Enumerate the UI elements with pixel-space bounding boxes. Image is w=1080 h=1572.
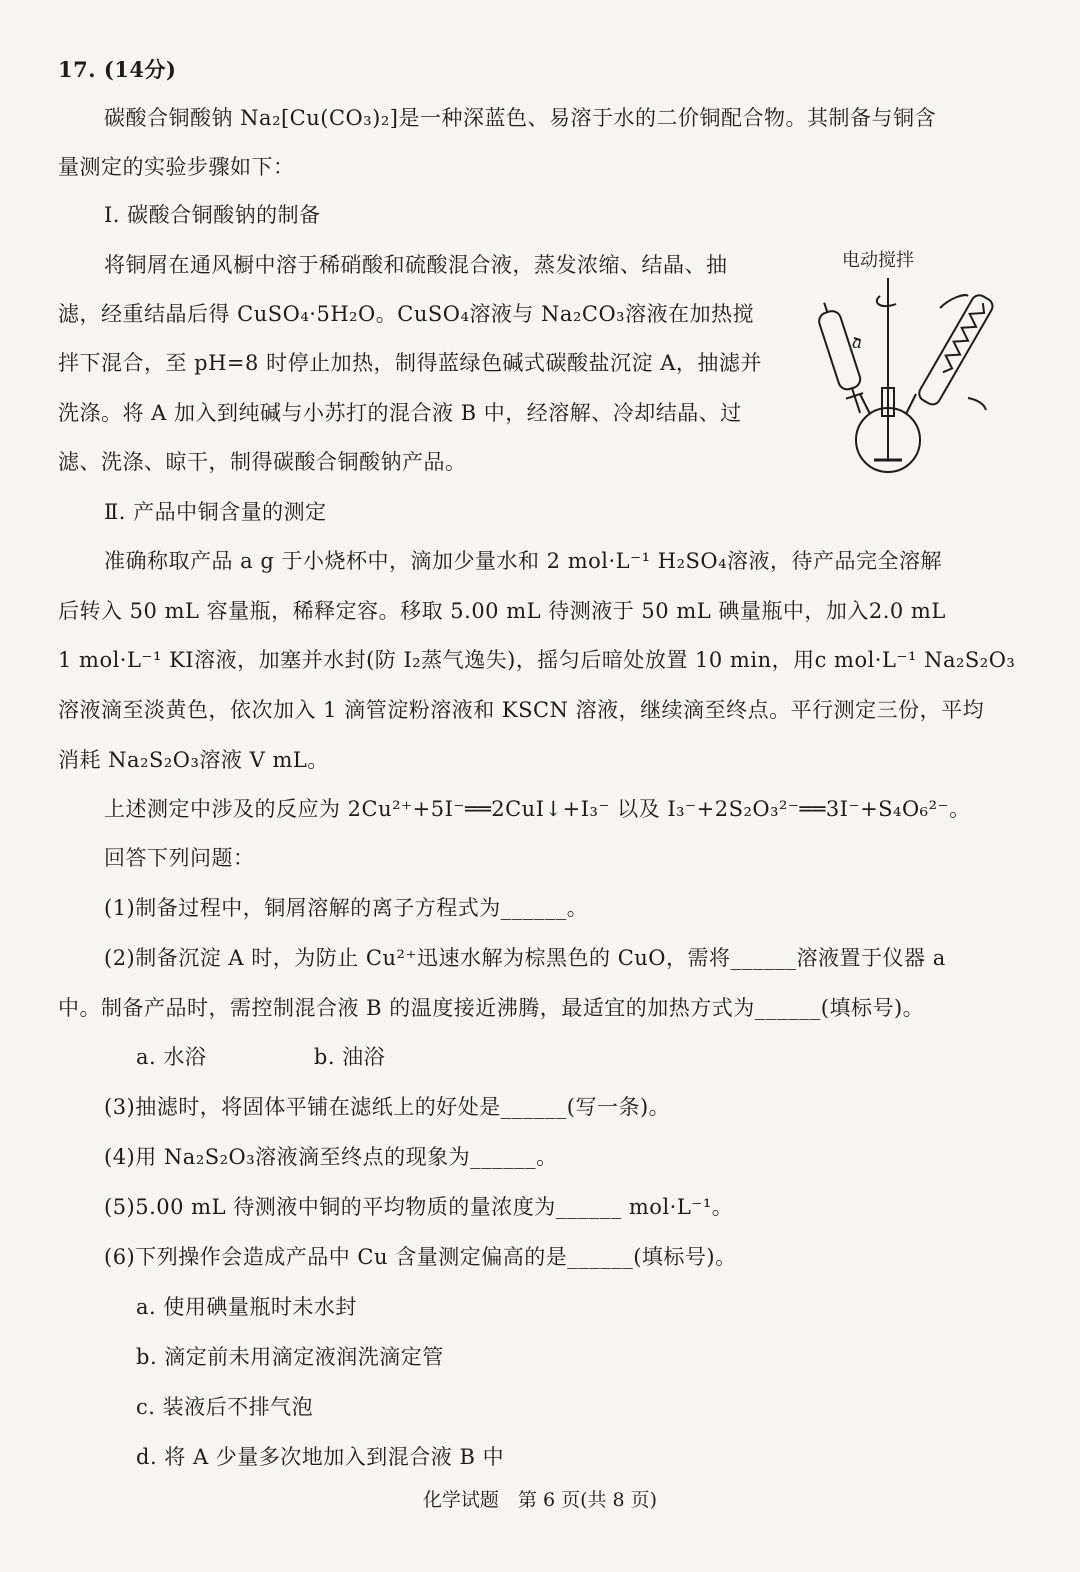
- part2-title: Ⅱ. 产品中铜含量的测定: [104, 500, 327, 524]
- condenser: [916, 292, 995, 407]
- option-6c: c. 装液后不排气泡: [136, 1395, 314, 1419]
- intro-line-1: 碳酸合铜酸钠 Na₂[Cu(CO₃)₂]是一种深蓝色、易溶于水的二价铜配合物。其制备与铜含: [104, 106, 936, 130]
- part1-line-4: 洗涤。将 A 加入到纯碱与小苏打的混合液 B 中，经溶解、冷却结晶、过: [58, 401, 742, 425]
- part1-line-3: 拌下混合，至 pH=8 时停止加热，制得蓝绿色碱式碳酸盐沉淀 A，抽滤并: [58, 351, 762, 375]
- option-6d: d. 将 A 少量多次地加入到混合液 B 中: [136, 1445, 505, 1469]
- part2-line-3: 1 mol·L⁻¹ KI溶液，加塞并水封(防 I₂蒸气逸失)，摇匀后暗处放置 10 min，用c mol·L⁻¹ Na₂S₂O₃: [58, 648, 1016, 672]
- part2-line-1: 准确称取产品 a g 于小烧杯中，滴加少量水和 2 mol·L⁻¹ H₂SO₄溶液，待产品完全溶解: [104, 549, 943, 573]
- figure-label-a: a: [852, 333, 863, 353]
- sub-question-2-line-1: (2)制备沉淀 A 时，为防止 Cu²⁺迅速水解为棕黑色的 CuO，需将______溶液置于仪器 a: [104, 946, 946, 970]
- sub-question-6: (6)下列操作会造成产品中 Cu 含量测定偏高的是______(填标号)。: [104, 1245, 737, 1269]
- sub-question-5: (5)5.00 mL 待测液中铜的平均物质的量浓度为______ mol·L⁻¹。: [104, 1195, 734, 1219]
- intro-line-2: 量测定的实验步骤如下：: [58, 155, 295, 179]
- part2-line-2: 后转入 50 mL 容量瓶，稀释定容。移取 5.00 mL 待测液于 50 mL 碘量瓶中，加入2.0 mL: [58, 599, 946, 623]
- sub-question-2-line-2: 中。制备产品时，需控制混合液 B 的温度接近沸腾，最适宜的加热方式为______(填标号)。: [58, 996, 925, 1020]
- option-6a: a. 使用碘量瓶时未水封: [136, 1295, 357, 1319]
- part1-line-2: 滤，经重结晶后得 CuSO₄·5H₂O。CuSO₄溶液与 Na₂CO₃溶液在加热搅: [58, 302, 755, 326]
- sub-question-4: (4)用 Na₂S₂O₃溶液滴至终点的现象为______。: [104, 1145, 558, 1169]
- sub-question-3: (3)抽滤时，将固体平铺在滤纸上的好处是______(写一条)。: [104, 1095, 671, 1119]
- rotation-arrow: [877, 296, 896, 306]
- sub-question-2-options: a. 水浴 b. 油浴: [136, 1045, 386, 1069]
- apparatus-figure: [800, 248, 1000, 478]
- sub-question-1: (1)制备过程中，铜屑溶解的离子方程式为______。: [104, 896, 589, 920]
- answer-prompt: 回答下列问题：: [104, 846, 255, 870]
- option-6b: b. 滴定前未用滴定液润洗滴定管: [136, 1345, 444, 1369]
- part1-title: Ⅰ. 碳酸合铜酸钠的制备: [104, 203, 321, 227]
- part2-line-5: 消耗 Na₂S₂O₃溶液 V mL。: [58, 748, 329, 772]
- part1-line-1: 将铜屑在通风橱中溶于稀硝酸和硫酸混合液，蒸发浓缩、结晶、抽: [104, 253, 728, 277]
- figure-label-electric-stirrer: 电动搅拌: [842, 250, 914, 271]
- part1-line-5: 滤、洗涤、晾干，制得碳酸合铜酸钠产品。: [58, 450, 467, 474]
- page-footer: 化学试题 第 6 页(共 8 页): [422, 1489, 658, 1511]
- question-number: 17. (14分): [58, 57, 177, 82]
- reaction-equations: 上述测定中涉及的反应为 2Cu²⁺+5I⁻══2CuI↓+I₃⁻ 以及 I₃⁻+2S₂O₃²⁻══3I⁻+S₄O₆²⁻。: [104, 797, 971, 821]
- part2-line-4: 溶液滴至淡黄色，依次加入 1 滴管淀粉溶液和 KSCN 溶液，继续滴至终点。平行测定三份，平均: [58, 698, 985, 722]
